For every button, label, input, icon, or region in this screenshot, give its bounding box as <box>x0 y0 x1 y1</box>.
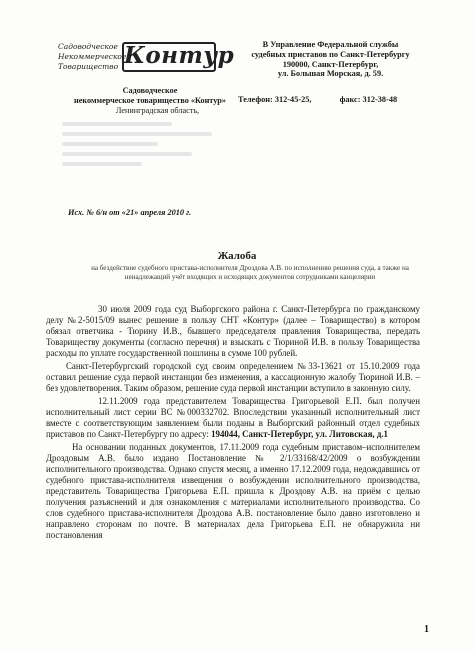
logo-wordmark: Контур <box>124 42 235 69</box>
organization-name <box>70 86 230 105</box>
addressee-block <box>238 40 423 79</box>
addressee-line-2: судебных приставов по Санкт-Петербургу <box>251 49 410 59</box>
org-line-1: Садоводческое <box>122 86 178 95</box>
redacted-line <box>62 122 172 126</box>
org-line-2: некоммерческое товарищество «Контур» <box>74 95 226 105</box>
addressee-line-4: ул. Большая Морская, д. 59. <box>277 69 384 79</box>
document-body <box>46 304 420 543</box>
document-title: Жалоба <box>217 250 257 262</box>
logo-line-2: Некоммерческое <box>58 52 127 61</box>
addressee-phone: Телефон: 312-45-25, <box>238 95 312 104</box>
body-paragraph: На основании поданных документов, 17.11.2009 года судебным приставом–исполнителем Дроздовым А.В. было издано Постановление № 2/1/33168/42/2009 о возбуждении исполнительного производства. Однако спустя месяц, а именно 17.12.2009 года, недождавшись от судебного пристава-исполнителя извещения о возбуждении исполнительного производства, представитель Товарищества Григорьева Е.П. пришла к Дроздову А.В. на приём с целью получения разъяснений и для ознакомления с материалами исполнительного производства. Со слов судебного пристава-исполнителя Дроздова А.В. постановление было давно изготовлено и направлено сторонам по почте. В материалах дела Григорьева Е.П. не обнаружила ни постановления <box>46 442 420 540</box>
addressee-contacts <box>238 95 397 104</box>
body-paragraph: 30 июля 2009 года суд Выборгского района г. Санкт-Петербурга по гражданскому делу №2-5015/09 вынес решение в пользу СНТ «Контур» (далее – Товарищество) в котором обязал ответчика - Тюрину И.В., бывшего председателя правления Товарищества, передать Товариществу документы (согласно перечня) и взыскать с Тюриной И.В. в пользу Товарищества расходы по уплате государственной пошлины в сумме 100 рублей. <box>46 304 420 358</box>
redacted-line <box>62 142 158 146</box>
organization-city: Ленинградская область, <box>115 106 200 115</box>
addressee-fax: факс: 312-38-48 <box>339 95 398 104</box>
redacted-line <box>62 152 192 156</box>
body-paragraph: Санкт-Петербургский городской суд своим определением №33-13621 от 15.10.2009 года оставил решение суда первой инстанции без изменения, а кассационную жалобу Тюриной И.В. – без удовлетворения. Таким образом, решение суда первой инстанции вступило в законную силу. <box>46 361 420 393</box>
addressee-line-1: В Управление Федеральной службы <box>262 40 399 49</box>
page-number: 1 <box>424 624 429 635</box>
addressee-line-3: 190000, Санкт-Петербург, <box>282 59 379 69</box>
logo-line-1: Садоводческое <box>58 42 118 51</box>
body-paragraph-text: 12.11.2009 года представителем Товарищества Григорьевой Е.П. был получен исполнительный лист серии ВС №000332702. Впоследствии указанный исполнительный лист вместе с соответствующим заявлением были поданы в Выборгский районный отдел судебных приставов по Санкт-Петербургу по адресу: <box>46 396 420 439</box>
bailiff-address: 194044, Санкт-Петербург, ул. Литовская, д.1 <box>211 429 388 439</box>
document-subtitle: на бездействие судебного пристава-исполнителя Дроздова А.В. по исполнению решения суда, а также на ненадлежащий учёт входящих и исходящих документов сотрудниками канцелярии <box>91 264 409 281</box>
redacted-line <box>62 132 212 136</box>
organization-logo <box>56 40 235 82</box>
outgoing-reference: Исх. № 6/н от «21» апреля 2010 г. <box>68 208 192 217</box>
redacted-line <box>62 162 142 166</box>
body-paragraph <box>46 396 420 440</box>
logo-line-3: Товарищество <box>58 62 119 71</box>
